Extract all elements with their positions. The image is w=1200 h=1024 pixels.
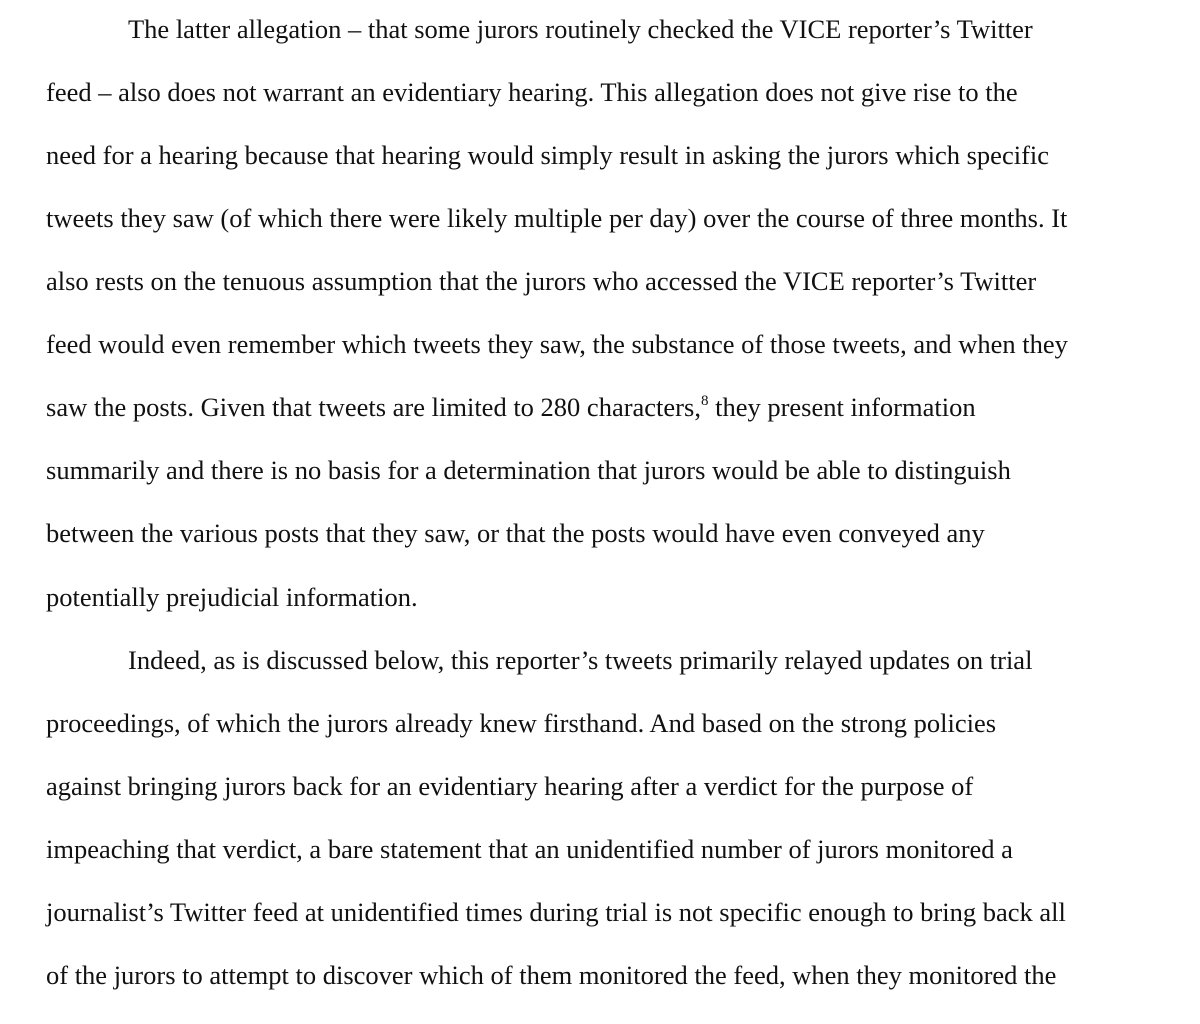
- paragraph-1-line-2: feed – also does not warrant an evidentiary hearing. This allegation does not give rise to the: [46, 77, 1018, 107]
- paragraph-1-line-4: tweets they saw (of which there were likely multiple per day) over the course of three months. It: [46, 203, 1068, 233]
- paragraph-1-line-1: The latter allegation – that some jurors routinely checked the VICE reporter’s Twitter: [128, 14, 1033, 44]
- paragraph-2-line-2: proceedings, of which the jurors already knew firsthand. And based on the strong policies: [46, 708, 997, 738]
- paragraph-2-line-3: against bringing jurors back for an evidentiary hearing after a verdict for the purpose of: [46, 771, 974, 801]
- paragraph-2-line-5: journalist’s Twitter feed at unidentified times during trial is not specific enough to bring back all: [46, 897, 1066, 927]
- paragraph-2-line-6: of the jurors to attempt to discover which of them monitored the feed, when they monitored the: [46, 960, 1057, 990]
- paragraph-1-line-9: between the various posts that they saw, or that the posts would have even conveyed any: [46, 518, 985, 548]
- line-7-continuation: they present information: [708, 392, 976, 422]
- paragraph-1-line-8: summarily and there is no basis for a determination that jurors would be able to distinguish: [46, 455, 1011, 485]
- paragraph-1-line-6: feed would even remember which tweets they saw, the substance of those tweets, and when they: [46, 329, 1068, 359]
- paragraph-1-line-3: need for a hearing because that hearing would simply result in asking the jurors which specific: [46, 140, 1050, 170]
- footnote-reference[interactable]: 8: [700, 393, 709, 409]
- line-7-text: saw the posts. Given that tweets are limited to 280 characters,: [46, 392, 701, 422]
- paragraph-2-line-4: impeaching that verdict, a bare statement that an unidentified number of jurors monitored a: [46, 834, 1013, 864]
- paragraph-1-line-5: also rests on the tenuous assumption that the jurors who accessed the VICE reporter’s Twitter: [46, 266, 1037, 296]
- paragraph-1-line-10: potentially prejudicial information.: [46, 582, 418, 612]
- paragraph-1-line-7: [46, 392, 976, 422]
- paragraph-2-line-1: Indeed, as is discussed below, this reporter’s tweets primarily relayed updates on trial: [128, 645, 1033, 675]
